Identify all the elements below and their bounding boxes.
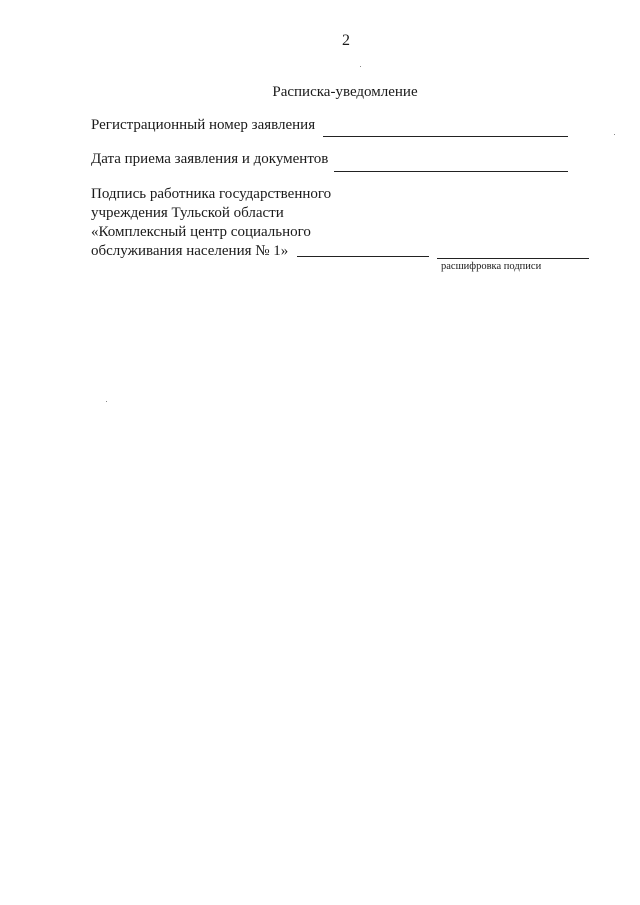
signature-label-line: Подпись работника государственного [91,186,332,202]
signature-label-line: «Комплексный центр социального [91,224,311,240]
scan-speck [614,134,615,135]
registration-number-blank [323,136,568,137]
signature-label [91,185,331,261]
signature-decoding-blank [437,258,589,259]
receipt-date-blank [334,171,568,172]
scan-speck [106,401,107,402]
document-title: Расписка-уведомление [272,84,418,100]
signature-label-line: учреждения Тульской области [91,205,284,221]
receipt-date-label: Дата приема заявления и документов [91,151,329,167]
scan-speck [360,66,361,67]
registration-number-label: Регистрационный номер заявления [91,117,316,133]
page-number: 2 [342,32,350,49]
signature-blank [297,256,429,257]
signature-decoding-caption: расшифровка подписи [441,261,542,272]
signature-label-line: обслуживания населения № 1» [91,243,289,259]
